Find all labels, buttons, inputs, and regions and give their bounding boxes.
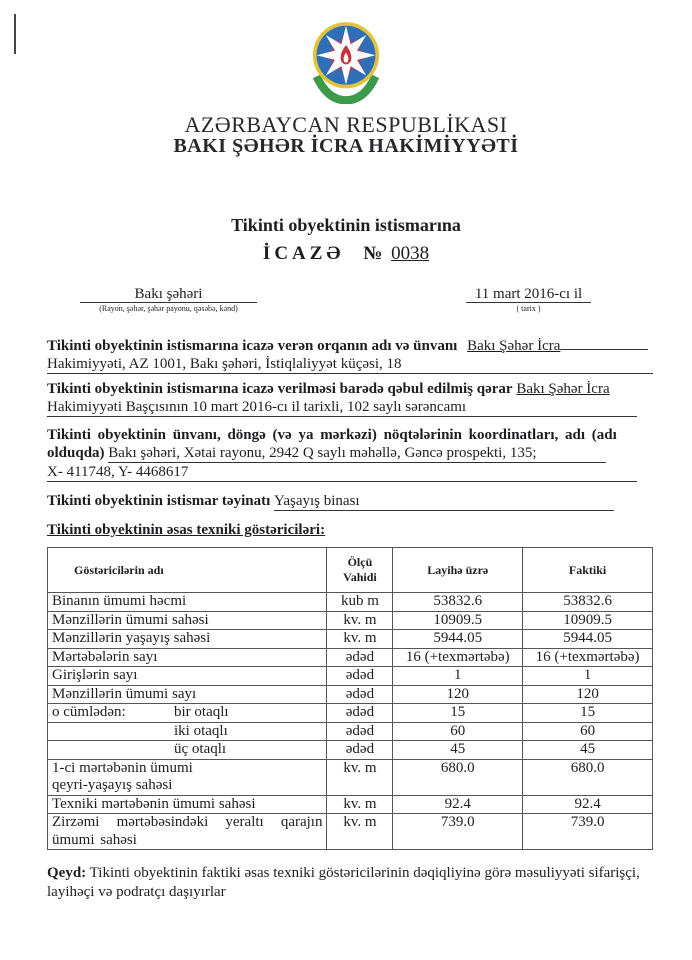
table-row: [48, 795, 653, 814]
table-row: [48, 814, 653, 850]
place-caption: (Rayon, şəhər, şəhər payonu, qəsəbə, kənd): [99, 304, 238, 313]
cell-project: 10909.5: [393, 611, 523, 630]
table-row: [48, 741, 653, 760]
table-row: [48, 667, 653, 686]
purpose-field: [47, 492, 653, 511]
table-header-row: [48, 548, 653, 593]
table-row: [48, 685, 653, 704]
cell-name: Mərtəbələrin sayı: [48, 648, 327, 667]
header-actual: Faktiki: [523, 548, 653, 593]
cell-name: Mənzillərin yaşayış sahəsi: [48, 630, 327, 649]
cell-actual: 60: [523, 722, 653, 741]
cell-actual: 16 (+texmərtəbə): [523, 648, 653, 667]
cell-unit: ədəd: [327, 741, 393, 760]
cell-actual: 15: [523, 704, 653, 723]
table-row: [48, 759, 653, 795]
date-caption: ( tarix ): [516, 304, 541, 313]
table-row: [48, 593, 653, 612]
decision-field: [47, 380, 653, 417]
cell-project: 45: [393, 741, 523, 760]
date-field: 11 mart 2016-cı il: [466, 287, 591, 303]
cell-project: 739.0: [393, 814, 523, 850]
cell-actual: 120: [523, 685, 653, 704]
permit-word: İCAZƏ: [262, 243, 345, 264]
cell-project: 92.4: [393, 795, 523, 814]
cell-name: Mənzillərin ümumi sahəsi: [48, 611, 327, 630]
cell-project: 15: [393, 704, 523, 723]
cell-name: Mənzillərin ümumi sayı: [48, 685, 327, 704]
permit-heading: [0, 243, 692, 265]
cell-prefix: o cümlədən:: [52, 704, 126, 720]
cell-unit: kv. m: [327, 795, 393, 814]
cell-project: 16 (+texmərtəbə): [393, 648, 523, 667]
cell-subname: üç otaqlı: [174, 741, 227, 757]
cell-unit: kv. m: [327, 759, 393, 795]
page-edge-mark: [14, 14, 16, 54]
table-row: [48, 630, 653, 649]
cell-unit: ədəd: [327, 667, 393, 686]
cell-name: Zirzəmi mərtəbəsindəki yeraltı qarajın ümumi sahəsi: [48, 814, 327, 850]
header-name: Göstəricilərin adı: [48, 548, 327, 593]
note-label: Qeyd:: [47, 865, 87, 881]
address-value: Bakı şəhəri, Xətai rayonu, 2942 Q saylı məhəllə, Gəncə prospekti, 135;: [108, 444, 606, 463]
cell-subname: bir otaqlı: [174, 704, 229, 720]
cell-actual: 680.0: [523, 759, 653, 795]
purpose-value: Yaşayış binası: [274, 492, 614, 511]
table-row: [48, 611, 653, 630]
cell-unit: ədəd: [327, 685, 393, 704]
address-label-1: Tikinti obyektinin ünvanı, döngə (və ya mərkəzi) nöqtələrinin koordinatları, adı (adı: [47, 427, 617, 443]
cell-name: Texniki mərtəbənin ümumi sahəsi: [48, 795, 327, 814]
fill-line: [560, 335, 648, 350]
place-field: Bakı şəhəri: [80, 287, 257, 303]
cell-name: [48, 722, 327, 741]
cell-subname: iki otaqlı: [174, 722, 228, 739]
issuer-value-2: Hakimiyyəti, AZ 1001, Bakı şəhəri, İstiqlaliyyət küçəsi, 18: [47, 355, 653, 374]
table-row: [48, 722, 653, 741]
cell-project: 60: [393, 722, 523, 741]
cell-project: 53832.6: [393, 593, 523, 612]
header-unit: Ölçü Vahidi: [327, 548, 393, 593]
cell-unit: ədəd: [327, 722, 393, 741]
cell-name: Binanın ümumi həcmi: [48, 593, 327, 612]
cell-actual: 92.4: [523, 795, 653, 814]
cell-project: 5944.05: [393, 630, 523, 649]
authority-title: BAKI ŞƏHƏR İCRA HAKİMİYYƏTİ: [173, 135, 519, 157]
note-text: Tikinti obyektinin faktiki əsas texniki göstəricilərinin dəqiqliyinə görə məsuliyyəti sifarişçi, layihəçi və podratçı daşıyırlar: [47, 865, 640, 900]
table-row: [48, 704, 653, 723]
cell-project: 1: [393, 667, 523, 686]
coat-of-arms-icon: [300, 12, 392, 104]
cell-unit: kub m: [327, 593, 393, 612]
address-field: [47, 426, 653, 482]
cell-actual: 10909.5: [523, 611, 653, 630]
coordinates-value: X- 411748, Y- 4468617: [47, 463, 637, 482]
cell-unit: kv. m: [327, 630, 393, 649]
issuer-value-1: Bakı Şəhər İcra: [467, 338, 561, 354]
document-title: Tikinti obyektinin istismarına: [231, 215, 461, 235]
purpose-label: Tikinti obyektinin istismar təyinatı: [47, 493, 271, 509]
cell-actual: 53832.6: [523, 593, 653, 612]
address-label-2: olduqda): [47, 445, 105, 461]
cell-unit: ədəd: [327, 704, 393, 723]
country-title: AZƏRBAYCAN RESPUBLİKASI: [184, 112, 508, 137]
note: [47, 864, 667, 902]
cell-actual: 5944.05: [523, 630, 653, 649]
cell-unit: kv. m: [327, 814, 393, 850]
issuer-field: [47, 335, 653, 374]
cell-actual: 1: [523, 667, 653, 686]
permit-number: 0038: [391, 243, 430, 264]
cell-actual: 739.0: [523, 814, 653, 850]
cell-name: [48, 704, 327, 723]
issuer-label: Tikinti obyektinin istismarına icazə verən orqanın adı və ünvanı: [47, 338, 458, 354]
cell-unit: kv. m: [327, 611, 393, 630]
header-project: Layihə üzrə: [393, 548, 523, 593]
table-row: [48, 648, 653, 667]
cell-name: 1-ci mərtəbənin ümumi qeyri-yaşayış sahəsi: [48, 759, 327, 795]
cell-actual: 45: [523, 741, 653, 760]
cell-unit: ədəd: [327, 648, 393, 667]
cell-project: 120: [393, 685, 523, 704]
decision-value-2: Hakimiyyəti Başçısının 10 mart 2016-cı il tarixli, 102 saylı sərəncamı: [47, 398, 637, 417]
cell-project: 680.0: [393, 759, 523, 795]
decision-label: Tikinti obyektinin istismarına icazə verilməsi barədə qəbul edilmiş qərar: [47, 381, 513, 397]
technical-indicators-table: [47, 547, 653, 850]
cell-name: [48, 741, 327, 760]
decision-value-1: Bakı Şəhər İcra: [516, 381, 610, 397]
cell-name: Girişlərin sayı: [48, 667, 327, 686]
section-title: Tikinti obyektinin əsas texniki göstəriciləri:: [47, 522, 326, 538]
number-sign: №: [363, 243, 383, 264]
